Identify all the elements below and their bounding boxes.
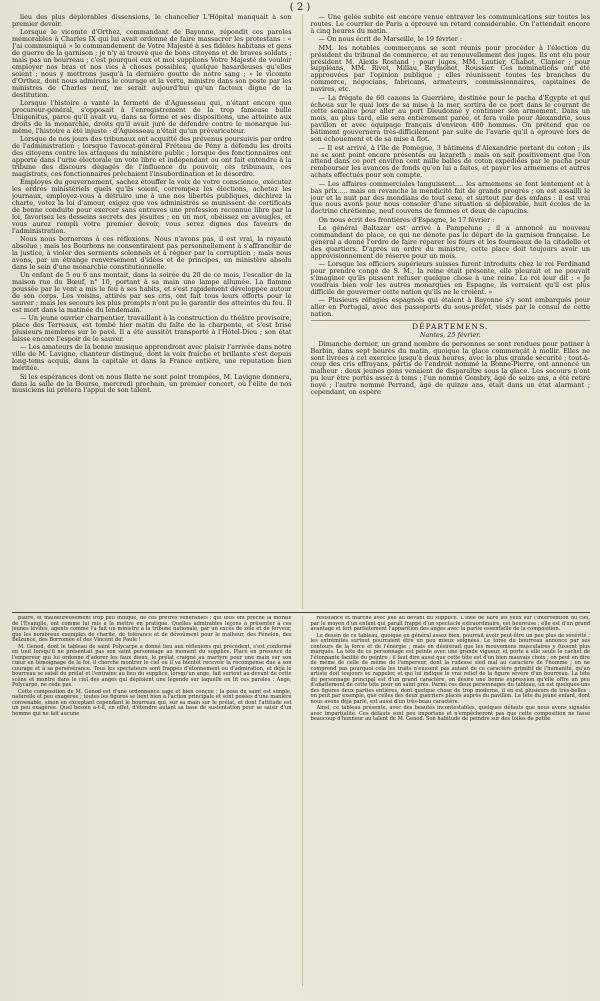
departments-heading: DÉPARTEMENS. — [311, 320, 591, 331]
paragraph: Nous nous bornerons à ces réflexions. Nous n'avons pas, il est vrai, la royauté absolue ; mais les Bourbons ne consentiraient pas personnellement à s'affranchir de la justice, à violer des serments solennels et à régner par la corruption ; mais nous avons, par un étrange renversement d'idées et de principes, un ministère absolu dans le sein d'une monarchie constitutionnelle. — [12, 235, 292, 271]
paragraph: — Les amateurs de la bonne musique apprendront avec plaisir l'arrivée dans notre ville de M. Lavigne, chanteur distingué, dont la voix fraîche et brillante s'est depuis long-tems acquis, dans la capitale et dans la France entière, une réputation bien méritée. — [12, 343, 292, 373]
paragraph: Le dessin de ce tableau, quoique en général assez bien, pourrait avoir peut-être un peu plus de sévérité ; les extrémités surtout pourraient être un peu mieux soignées. Le torse du bourreau annonce par ses contours de la force et de l'énergie ; mais on désirerait que les mouvemens musculaires y fussent plus marqués. La tête de ce personnage est peinte avec une grande vigueur, et porte à elle seule le cachet de l'étonnante facilité du peintre : il faut dire aussi que cette tête est d'un bien mauvais choix ; on peut en dire de même de celle de même de l'empereur, dont la rudesse sied mal au caractère de l'homme ; on ne comprend pas pourquoi cela les traits n'eussent pas autant de ce caractère primitif de l'humanité, qu'un artiste doit toujours se rappeler, et qui lui indique le vrai relief de la figure sévère d'un bourreau. La tête du personnage principal est d'un grand caractère, on désire une bonne expression qu'elle offre un peu d'abattement de cette tête pour un saint près. Parmi ces deux personnages du tableau, un est quelques-uns des figures deux parties entières, dont quelque chose de trop moderne, il en est plusieurs de très-belles : on peut par exemple, que celles des deux guerriers placés auprès du pavillon. La tête du jeune enfant, dont nous avons déjà parlé, est aussi d'un très-beau caractère. — [310, 632, 590, 705]
page-number: ( 2 ) — [289, 2, 311, 13]
paragraph: — Il est arrivé, à l'île de Pomègue, 3 bâtimens d'Alexandrie portant du coton ; ils ne se sont point encore présentés au lazareth ; mais on sait positivement que l'on attend dans ce port environ cent mille balles de coton expédiées par le pacha pour rembourser les avances de fonds qu'on lui a faites, et payer les armemens et autres achats effectués pour son compte. — [310, 143, 590, 180]
paragraph: Si les espérances dont on nous flatte ne sont point trompées, M. Lavigne donnera, dans la salle de la Bourse, mercredi prochain, un premier concert, où l'élite de nos musiciens lui prêtera l'appui de son talent. — [12, 372, 292, 395]
paragraph: — Une gelée subite est encore venue entraver les communications sur toutes les routes. Le courrier de Paris a éprouvé un retard considérable. On l'attendait encore à cinq heures du matin. — [310, 14, 590, 35]
paragraph: Lorsque de nos jours des tribunaux ont acquitté des prévenus poursuivis par ordre de l'administration ; lorsque l'avocat-général Fréteau de Pény a défendu les droits des citoyens contre les attaques du ministère public ; lorsque des fonctionnaires ont apporté dans l'urne électorale un vote libre et indépendant ou ont fait entendre à la tribune des discours dégagés de l'influence du pouvoir, ces tribunaux, ces magistrats, ces fonctionnaires prêchaient l'insubordination et le désordre. — [12, 135, 292, 178]
paragraph: — Plusieurs réfugiés espagnols qui étaient à Bayonne s'y sont embarqués pour aller en Portugal, avec des passeports du sous-préfet, visés par le consul de cette nation. — [310, 296, 590, 319]
feuilleton-left-column — [12, 616, 292, 986]
paragraph: M. Genod, dont le tableau de saint Polycarpe a donné lieu aux réflexions qui précèdent, s'est conformé en tout lorsqu'il ne présentait pas son saint personnage au moment du supplice. Placé en présence de l'empereur qui lui ordonne d'adorer les faux dieux, le prélat craigné au martyre pour une main sur son cœur en témoignage de la foi, il cherche montrer le ciel où il va bientôt recevoir la récompense due à son courage et à sa persévérance. Tous les spectateurs sont frappés d'étonnement ou d'admiration, et déjà le bourreau se saisit du prélat et l'entraîne au lieu du supplice, lorsqu'un ange, fait surtout au-devant de cette scène et montre dans le ciel des anges qui déploient une légende sur laquelle on lit ces paroles : Ange, Polycarpe, ne cède pas. — [12, 643, 292, 688]
paragraph: Employés du gouvernement, sachez étouffer la voix de votre conscience, exécutez les ordres ministériels quels qu'ils soient, corrompez les élections, achetez les journaux, employez-vous à détruire une à une nos libertés publiques, déchirez la charte, votez la loi d'amour, exigez que vos administrés se munissent de certificats de bonne conduite pour exercer sans entraves une profession reconnue libre par la loi, favorisez les desseins secrets des jésuites ; en un mot, obéissez en aveugles, et vous aurez rempli votre premier devoir, vous serez dignes des faveurs de l'administration. — [12, 178, 292, 235]
departments-dateline: Nantes, 25 février. — [419, 331, 481, 340]
paragraph: Ainsi, ce tableau présente, avec des beautés incontestables, quelques défauts que nous avons signalés avec impartialité. Ces défauts sont peu importans et n'empêcheront pas que cette composition ne fasse beaucoup d'honneur au talent de M. Genod. Son habitude de peindre sur des toiles de petite — [310, 705, 590, 722]
left-column — [12, 14, 292, 609]
paragraph: — La frégate de 60 canons la Guerrière, destinée pour le pacha d'Égypte et qui échoua sur le quai lors de sa mise à la mer, sortira de ce port dans le courant de cette semaine pour aller au port Dieudonné y continuer son armement. Dans un mois, au plus tard, elle sera entièrement parée, et fera voile pour Alexandrie, sous pavillon et avec équipage français d'environ 400 hommes. On prétend que ce bâtiment gouvernera très-difficilement par suite de l'avarie qu'il a éprouvé lors de son échouement et de sa mise à flot. — [310, 93, 590, 144]
paragraph: Lorsque l'histoire a vanté la fermeté de d'Aguesseau qui, n'étant encore que procureur-général, s'opposait à l'enregistrement de la trop fameuse bulle Unigenitus, parce qu'il avait vu, dans sa forme et ses dispositions, une atteinte aux droits de la monarchie, droits qu'il avait juré de défendre contre le monarque lui-même, l'histoire a été injuste : d'Aguesseau n'était qu'un prévaricateur. — [12, 99, 292, 135]
feuilleton-section — [12, 612, 590, 986]
paragraph: Lorsque le vicomte d'Orthez, commandant de Bayonne, répondit ces paroles mémorables à Charles IX qui lui avait ordonné de faire massacrer les protestans : « J'ai communiqué » le commandement de Votre Majesté à ses fidèles habitans et gens de guerre de la garnison ; je n'y ai trouvé que de bons citoyens et de braves soldats ; mais pas un bourreau ; c'est pourquoi eux et moi supplions Votre Majesté de vouloir employer nos bras et nos vies à choses possibles, quelque hasardeuses qu'elles soient ; nous y mettrons jusqu'à la dernière goutte de notre sang ; » le vicomte d'Orthez, dont nous admirons le courage et la vertu, ministre dans son poste par les ministres de Charles neuf, ne serait aujourd'hui qu'un facteux digne de la destitution. — [12, 28, 292, 99]
paragraph: — Les affaires commerciales languissent.... les armemens se font lentement et à bas prix..... mais en revanche la mendicité fait de grands progrès ; on est assailli le jour et la nuit par des mendians de tout sexe, et surtout par des enfans : il est vrai que nous avons pour nous consoler d'une situation si déplorable, huit écoles de la doctrine chrétienne, neuf couvens de femmes et deux de capucins. — [310, 179, 590, 216]
paragraph: Un enfant de 5 ou 6 ans montait, dans la soirée du 20 de ce mois, l'escalier de la maison rue du Bœuf, n° 10, portant à sa main une lampe allumée. La flamme poussée par le vent a mis le feu à ses habits, et s'est rapidement développée autour de son corps. Les voisins, attirés par ses cris, ont fait tous leurs efforts pour le sauver ; mais les secours les plus prompts n'ont pu le garantir des atteintes du feu. Il est mort dans la matinée du lendemain. — [12, 271, 292, 314]
paragraph: Cette composition de M. Genod est d'une ordonnance sage et bien conçue : la pose du saint est simple, naturelle et peu exagérée ; toutes les figures se lient bien à l'action principale et sont posées d'une manière convenable, sinon en exceptant cependant le bourreau qui, sur sa main sur le prélat, et dont l'attitude est un peu exagérée. Quel besoin a-t-il, en effet, d'étendre autant sa base de sustentation pour se saisir d'un homme qui ne fait aucune — [12, 688, 292, 717]
paragraph: Le général Baltazar est arrivé à Pampelune ; il a annoncé au nouveau commandant de place, ce qui ne dénote pas le départ de la garnison française. Le général a donné l'ordre de faire réparer les fours et les fourneaux de la citadelle et des quartiers. D'après un ordre du ministre, cette place doit toujours avoir un approvisionnement de réserve pour un mois. — [310, 224, 590, 260]
paragraph: — On nous écrit de Marseille, le 19 février : — [318, 35, 463, 44]
main-columns — [12, 14, 590, 609]
paragraph: plâtre, et malheureusement trop peu indiqué, de ces prêtres vénérables ; qui tous ont prêché la morale de l'Évangile, ont comme lui mis à la mettre en pratique. Quelles admirables leçons à présenter à ces jeunes lévites, agents comme l'a fait un ministre à la tribune nationale, par un excès de zèle et de ferveur, que les nombreux exemples de charité, de tolérance et de dévoûment pour le malheur, des Fénelon, des Belzunce, des Borromée et des Vincent de Paule ! — [12, 616, 292, 643]
paragraph: résistance et marche avec joie au devant du supplice. L'idée de faire les yeux sur l'intervention du ciel, par le moyen d'un enfant qui paraît frappé d'un spectacle extraordinaire, est heureuse ; elle est d'un grand avantage et fort parfaitement l'apparition des anges avec la partie essentielle de la composition. — [310, 616, 590, 632]
paragraph: On nous écrit des frontières d'Espagne, le 17 février : — [318, 215, 495, 224]
paragraph: lieu des plus déplorables dissensions, le chancelier L'Hôpital manquait à son premier devoir. — [12, 14, 292, 28]
paragraph: — Lorsque les officiers supérieurs suisses furent introduits chez le roi Ferdinand pour prendre congé de S. M., la reine était présente, elle pleurait et ne pouvait s'imaginer qu'ils pussent refuser quelque chose à une reine. Le roi leur dit : « Je voudrais bien voir les autres monarques en Espagne, ils verraient qu'il est plus difficile de gouverner cette nation qu'ils ne le croient. » — [310, 260, 590, 297]
right-column — [302, 14, 591, 609]
feuilleton-right-column — [302, 616, 591, 986]
paragraph: MM. les notables commerçans se sont réunis pour procéder à l'élection du président du tribunal de commerce, et au renouvellement des juges. Ils ont élu pour président M. Alexis Rostand ; pour juges, MM. Lautier, Chabot, Clapier ; pour suppléans, MM. Rivet, Millau, Reymonet, Roussier. Ces nominations ont été approuvées par l'opinion publique ; elles réunissent toutes les branches du commerce, négocians, fabricans, armateurs, commissionnaires, capitaines de navires, etc. — [310, 43, 590, 94]
paragraph: Dimanche dernier, un grand nombre de personnes se sont rendues pour patiner à Barbin, dans sept heures du matin, quoique la glace commençât à mollir. Elles ne sont livrées à cet exercice jusqu'à deux heures, avec la plus grande sécurité ; tout-à-coup des cris effrayans, partis de l'endroit nommé la Bonne-Pierre, ont annoncé un malheur : deux jeunes gens venaient de disparaître sous la glace. Les secours n'ont pu leur être portés assez à tems ; l'un nommé Gombry, âgé de seize ans, a été retiré noyé ; l'autre nommé Perrand, âgé de quinze ans, était dans un état alarmant ; cependant, on espère — [310, 339, 590, 397]
paragraph: — Un jeune ouvrier charpentier, travaillant à la construction du théâtre provisoire, place des Terreaux, est tombé hier matin du faîte de la charpente, et s'est brisé plusieurs membres sur le pavé. Il a été aussitôt transporté à l'Hôtel-Dieu ; son état laisse encore l'espoir de le sauver. — [12, 314, 292, 343]
